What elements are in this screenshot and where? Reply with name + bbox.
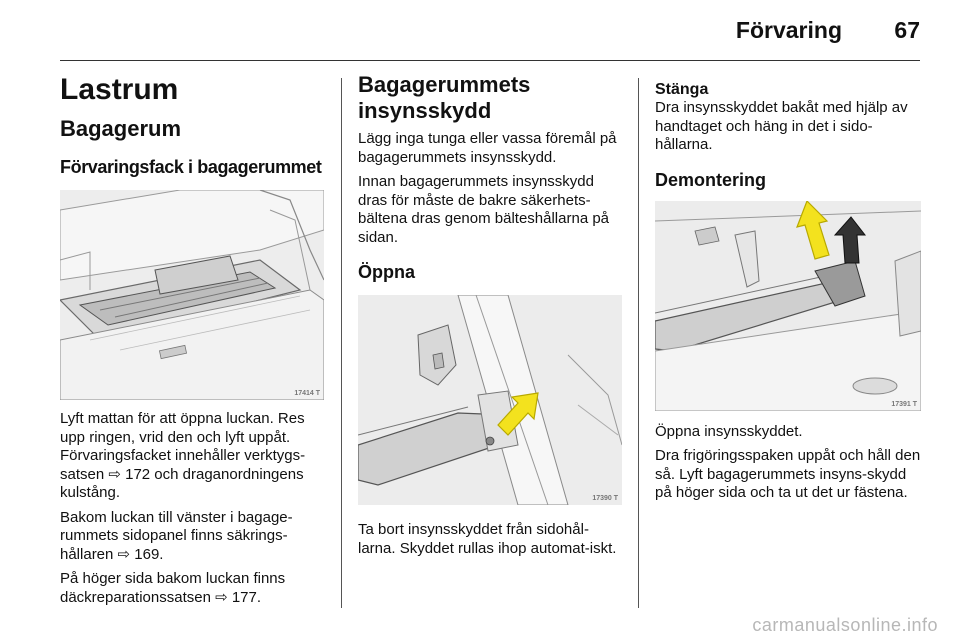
remove-cover-illustration	[655, 201, 921, 411]
open-cover-illustration	[358, 295, 622, 505]
page-header	[60, 0, 920, 62]
paragraph: Dra insynsskyddet bakåt med hjälp av handtaget och häng in det i sido-hållarna.	[655, 99, 908, 153]
paragraph: Ta bort insynsskyddet från sidohål-larna. Skyddet rullas ihop automat-iskt.	[358, 521, 617, 557]
heading-oppna: Öppna	[358, 262, 415, 282]
storage-compartment-illustration	[60, 190, 324, 400]
figure-number: 17414 T	[294, 390, 320, 397]
figure-open-cover	[358, 295, 622, 505]
page-number: 67	[894, 17, 920, 43]
header-rule	[60, 60, 920, 61]
paragraph: Öppna insynsskyddet.	[655, 422, 803, 440]
heading-lastrum: Lastrum	[60, 73, 179, 106]
heading-stanga: Stänga	[655, 81, 709, 98]
paragraph: Dra frigöringsspaken uppåt och håll den så. Lyft bagagerummets insyns-skydd på höger sida och ta ut det ur fästena.	[655, 447, 921, 501]
middle-column	[358, 72, 624, 564]
paragraph: Lyft mattan för att öppna luckan. Res upp ringen, vrid den och lyft uppåt. Förvaringsfacket innehåller verktygs-satsen ⇨ 172 och draganordningens kulstång.	[60, 410, 306, 501]
figure-number: 17390 T	[592, 495, 618, 502]
section-title: Förvaring	[735, 17, 842, 43]
right-column	[655, 80, 925, 509]
column-divider-2	[638, 78, 639, 608]
figure-remove-cover	[655, 201, 921, 411]
column-divider-1	[341, 78, 342, 608]
heading-insynsskydd: Bagagerummets insynsskydd	[358, 72, 531, 123]
figure-storage-compartment	[60, 190, 324, 400]
left-column	[60, 72, 328, 613]
paragraph: Lägg inga tunga eller vassa föremål på bagagerummets insynsskydd.	[358, 130, 617, 166]
paragraph: Bakom luckan till vänster i bagage-rummets sidopanel finns säkrings-hållaren ⇨ 169.	[60, 508, 293, 563]
heading-bagagerum: Bagagerum	[60, 116, 182, 141]
paragraph: På höger sida bakom luckan finns däckreparationssatsen ⇨ 177.	[60, 570, 286, 606]
heading-demontering: Demontering	[655, 169, 767, 190]
watermark: carmanualsonline.info	[752, 615, 938, 635]
paragraph: Innan bagagerummets insynsskydd dras för måste de bakre säkerhets-bältena dras genom bälteshållarna på sidan.	[358, 173, 610, 246]
figure-number: 17391 T	[891, 400, 917, 408]
heading-forvaringsfack: Förvaringsfack i bagagerummet	[60, 157, 322, 177]
